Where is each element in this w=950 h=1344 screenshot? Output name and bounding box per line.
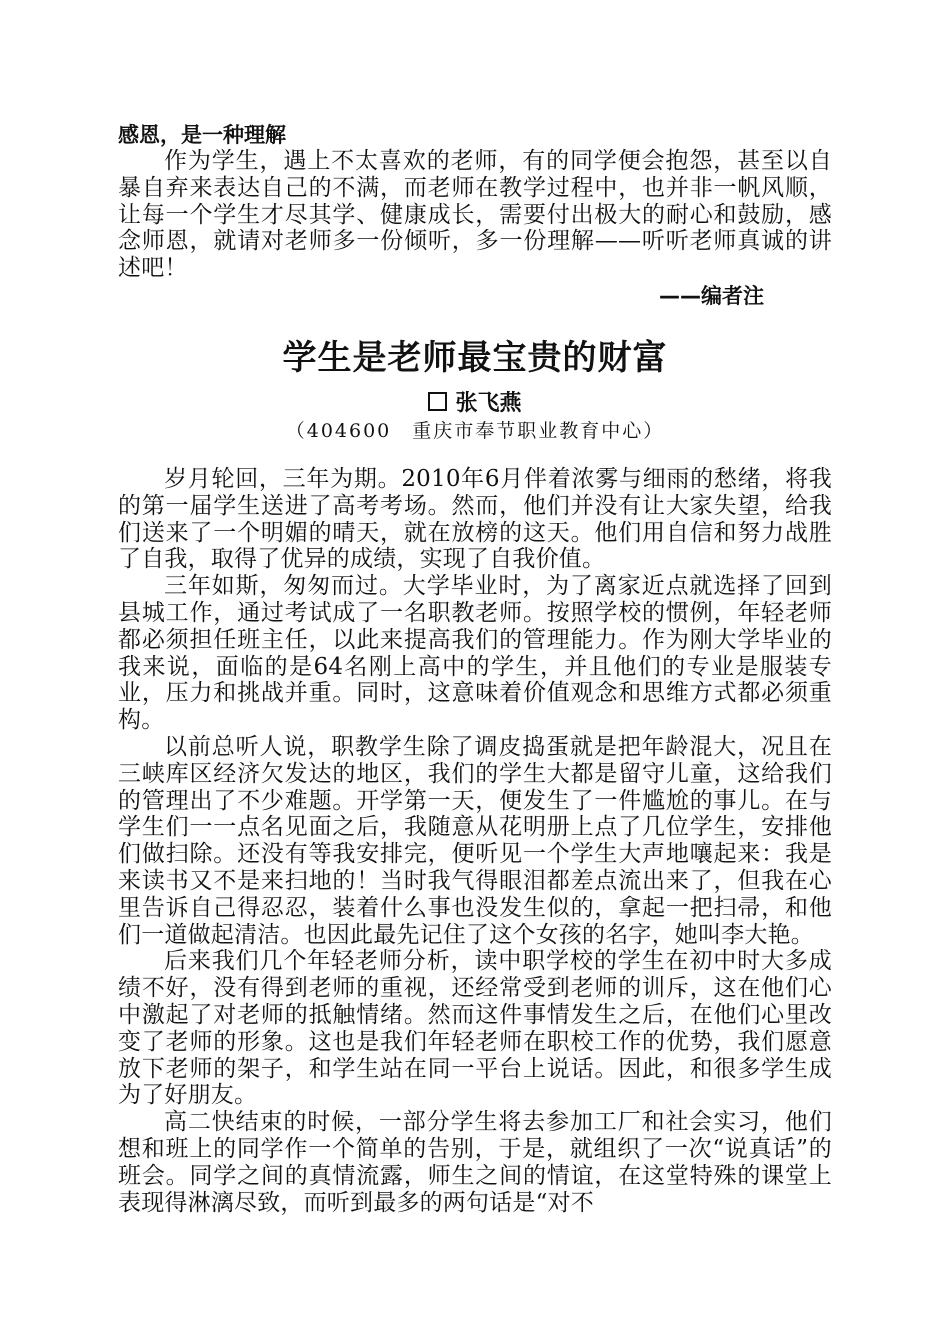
editor-note-heading: 感恩，是一种理解 <box>118 123 286 147</box>
article-paragraph: 以前总听人说，职教学生除了调皮捣蛋就是把年龄混大，况且在三峡库区经济欠发达的地区，我们的学生大都是留守儿童，这给我们的管理出了不少难题。开学第一天，便发生了一件尴尬的事儿。在与学生们一一点名见面之后，我随意从花明册上点了几位学生，安排他们做扫除。还没有等我安排完，便听见一个学生大声地嚷起来：我是来读书又不是来扫地的！当时我气得眼泪都差点流出来了，但我在心里告诉自己得忍忍，装着什么事也没发生似的，拿起一把扫帚，和他们一道做起清洁。也因此最先记住了这个女孩的名字，她叫李大艳。 <box>118 733 832 948</box>
article-title: 学生是老师最宝贵的财富 <box>282 337 668 378</box>
article-body <box>118 466 832 1216</box>
author-name: 张飞燕 <box>455 390 522 416</box>
article-paragraph: 高二快结束的时候，一部分学生将去参加工厂和社会实习，他们想和班上的同学作一个简单的告别，于是，就组织了一次“说真话”的班会。同学之间的真情流露，师生之间的情谊，在这堂特殊的课堂上表现得淋漓尽致，而听到最多的两句话是“对不 <box>118 1109 832 1216</box>
article-paragraph: 后来我们几个年轻老师分析，读中职学校的学生在初中时大多成绩不好，没有得到老师的重视，还经常受到老师的训斥，这在他们心中激起了对老师的抵触情绪。然而这件事情发生之后，在他们心里改变了老师的形象。这也是我们年轻老师在职校工作的优势，我们愿意放下老师的架子，和学生站在同一平台上说话。因此，和很多学生成为了好朋友。 <box>118 948 832 1109</box>
author-line <box>118 390 832 418</box>
editor-note-text: 作为学生，遇上不太喜欢的老师，有的同学便会抱怨，甚至以自暴自弃来表达自己的不满，而老师在教学过程中，也并非一帆风顺，让每一个学生才尽其学、健康成长，需要付出极大的耐心和鼓励，感念师恩，就请对老师多一份倾听，多一份理解——听听老师真诚的讲述吧！ <box>118 148 832 282</box>
author-affiliation: （404600 重庆市奉节职业教育中心） <box>285 419 665 442</box>
article-paragraph: 三年如斯，匆匆而过。大学毕业时，为了离家近点就选择了回到县城工作，通过考试成了一名职教老师。按照学校的惯例，年轻老师都必须担任班主任，以此来提高我们的管理能力。作为刚大学毕业的我来说，面临的是64名刚上高中的学生，并且他们的专业是服装专业，压力和挑战并重。同时，这意味着价值观念和思维方式都必须重构。 <box>118 573 832 734</box>
author-box-icon <box>428 392 447 411</box>
article-paragraph: 岁月轮回，三年为期。2010年6月伴着浓雾与细雨的愁绪，将我的第一届学生送进了高考考场。然而，他们并没有让大家失望，给我们送来了一个明媚的晴天，就在放榜的这天。他们用自信和努力战胜了自我，取得了优异的成绩，实现了自我价值。 <box>118 465 832 573</box>
page <box>118 122 832 1216</box>
editor-note-signature: ——编者注 <box>659 283 764 308</box>
